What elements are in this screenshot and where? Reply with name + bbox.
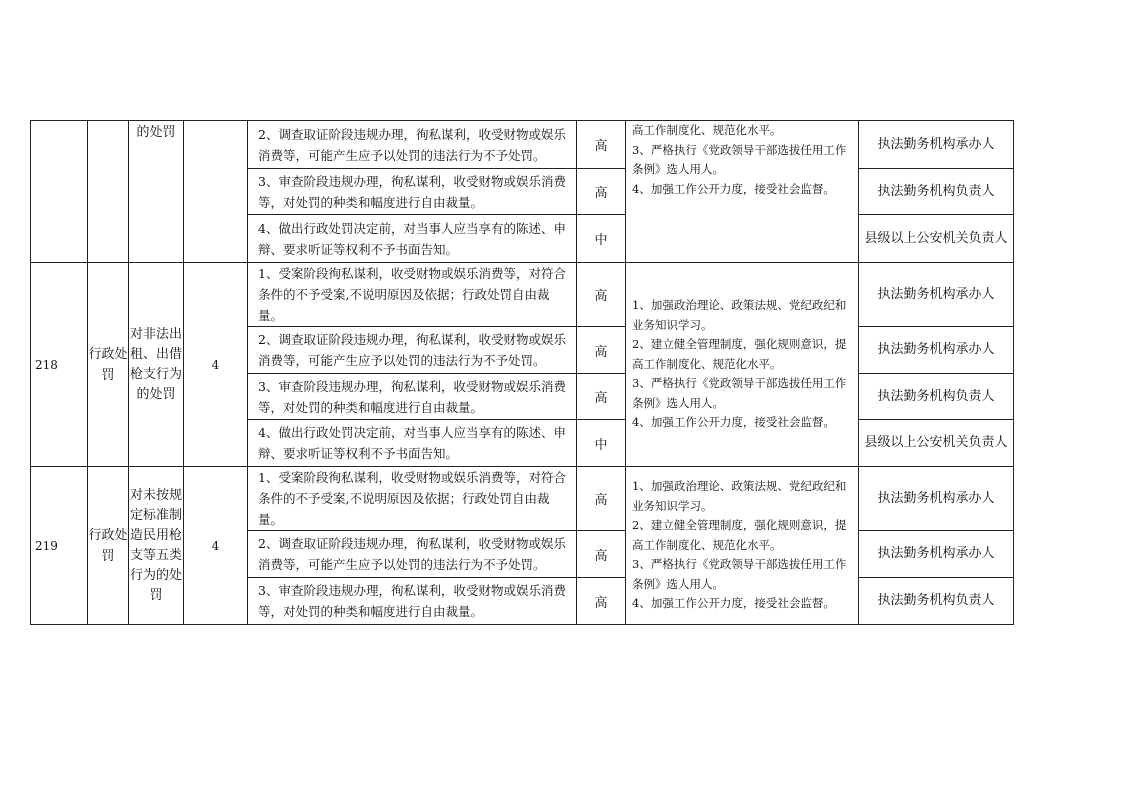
risk-point: 4、做出行政处罚决定前，对当事人应当享有的陈述、申辩、要求听证等权利不予书面告知。: [248, 420, 577, 467]
risk-point: 1、受案阶段徇私谋利，收受财物或娱乐消费等，对符合条件的不予受案,不说明原因及依据；行政处罚自由裁量。: [248, 467, 577, 531]
risk-point: 3、审查阶段违规办理，徇私谋利，收受财物或娱乐消费等，对处罚的种类和幅度进行自由裁量。: [248, 578, 577, 625]
risk-level: 中: [577, 420, 626, 467]
risk-level: 高: [577, 169, 626, 215]
entry-category: 行政处罚: [88, 263, 129, 467]
responsible-person: 执法勤务机构负责人: [859, 578, 1014, 625]
entry-number: [31, 121, 88, 263]
measure-line: 业务知识学习。: [632, 317, 713, 332]
responsible-person: 执法勤务机构负责人: [859, 374, 1014, 420]
responsible-person: 执法勤务机构负责人: [859, 169, 1014, 215]
measure-line: 4、加强工作公开力度，接受社会监督。: [632, 415, 835, 430]
prevention-measures: [626, 263, 859, 467]
measure-line: 条例》选人用人。: [632, 576, 724, 591]
entry-category: [88, 121, 129, 263]
responsible-person: 县级以上公安机关负责人: [859, 215, 1014, 263]
responsible-person: 县级以上公安机关负责人: [859, 420, 1014, 467]
measure-line: 1、加强政治理论、政策法规、党纪政纪和: [632, 479, 847, 494]
risk-point: 2、调查取证阶段违规办理，徇私谋利，收受财物或娱乐消费等，可能产生应予以处罚的违法行为不予处罚。: [248, 531, 577, 578]
risk-level: 高: [577, 121, 626, 169]
entry-item: 对未按规定标准制造民用枪支等五类行为的处罚: [129, 467, 184, 625]
measure-line: 3、严格执行《党政领导干部选拔任用工作: [632, 142, 847, 157]
entry-number: 218: [31, 263, 88, 467]
table-row: [31, 263, 1014, 327]
table-row: [31, 467, 1014, 531]
entry-category: 行政处罚: [88, 467, 129, 625]
entry-item: 的处罚: [129, 121, 184, 263]
measure-line: 4、加强工作公开力度，接受社会监督。: [632, 596, 835, 611]
measure-line: 4、加强工作公开力度，接受社会监督。: [632, 181, 835, 196]
risk-point: 1、受案阶段徇私谋利，收受财物或娱乐消费等，对符合条件的不予受案,不说明原因及依据；行政处罚自由裁量。: [248, 263, 577, 327]
risk-point: 2、调查取证阶段违规办理，徇私谋利，收受财物或娱乐消费等，可能产生应予以处罚的违法行为不予处罚。: [248, 121, 577, 169]
measure-line: 2、建立健全管理制度，强化规则意识，提: [632, 337, 847, 352]
responsible-person: 执法勤务机构承办人: [859, 467, 1014, 531]
responsible-person: 执法勤务机构承办人: [859, 531, 1014, 578]
risk-level: 中: [577, 215, 626, 263]
prevention-measures: [626, 121, 859, 263]
risk-level: 高: [577, 263, 626, 327]
responsible-person: 执法勤务机构承办人: [859, 327, 1014, 374]
table-row: [31, 121, 1014, 169]
risk-point: 3、审查阶段违规办理，徇私谋利，收受财物或娱乐消费等，对处罚的种类和幅度进行自由裁量。: [248, 169, 577, 215]
risk-level: 高: [577, 467, 626, 531]
measure-line: 业务知识学习。: [632, 498, 713, 513]
risk-level: 高: [577, 374, 626, 420]
measure-line: 高工作制度化、规范化水平。: [632, 123, 782, 137]
measure-line: 3、严格执行《党政领导干部选拔任用工作: [632, 376, 847, 391]
entry-points: 4: [184, 263, 248, 467]
measure-line: 条例》选人用人。: [632, 395, 724, 410]
entry-points: 4: [184, 467, 248, 625]
measure-line: 1、加强政治理论、政策法规、党纪政纪和: [632, 298, 847, 313]
measure-line: 高工作制度化、规范化水平。: [632, 537, 782, 552]
entry-number: 219: [31, 467, 88, 625]
prevention-measures: [626, 467, 859, 625]
risk-level: 高: [577, 531, 626, 578]
entry-item: 对非法出租、出借枪支行为的处罚: [129, 263, 184, 467]
measure-line: 高工作制度化、规范化水平。: [632, 356, 782, 371]
measure-line: 3、严格执行《党政领导干部选拔任用工作: [632, 557, 847, 572]
responsible-person: 执法勤务机构承办人: [859, 263, 1014, 327]
risk-table: [30, 120, 1014, 625]
risk-point: 2、调查取证阶段违规办理，徇私谋利，收受财物或娱乐消费等，可能产生应予以处罚的违法行为不予处罚。: [248, 327, 577, 374]
risk-level: 高: [577, 327, 626, 374]
entry-points: [184, 121, 248, 263]
risk-level: 高: [577, 578, 626, 625]
responsible-person: 执法勤务机构承办人: [859, 121, 1014, 169]
risk-point: 4、做出行政处罚决定前，对当事人应当享有的陈述、申辩、要求听证等权利不予书面告知。: [248, 215, 577, 263]
risk-point: 3、审查阶段违规办理，徇私谋利，收受财物或娱乐消费等，对处罚的种类和幅度进行自由裁量。: [248, 374, 577, 420]
measure-line: 2、建立健全管理制度，强化规则意识，提: [632, 518, 847, 533]
measure-line: 条例》选人用人。: [632, 162, 724, 176]
